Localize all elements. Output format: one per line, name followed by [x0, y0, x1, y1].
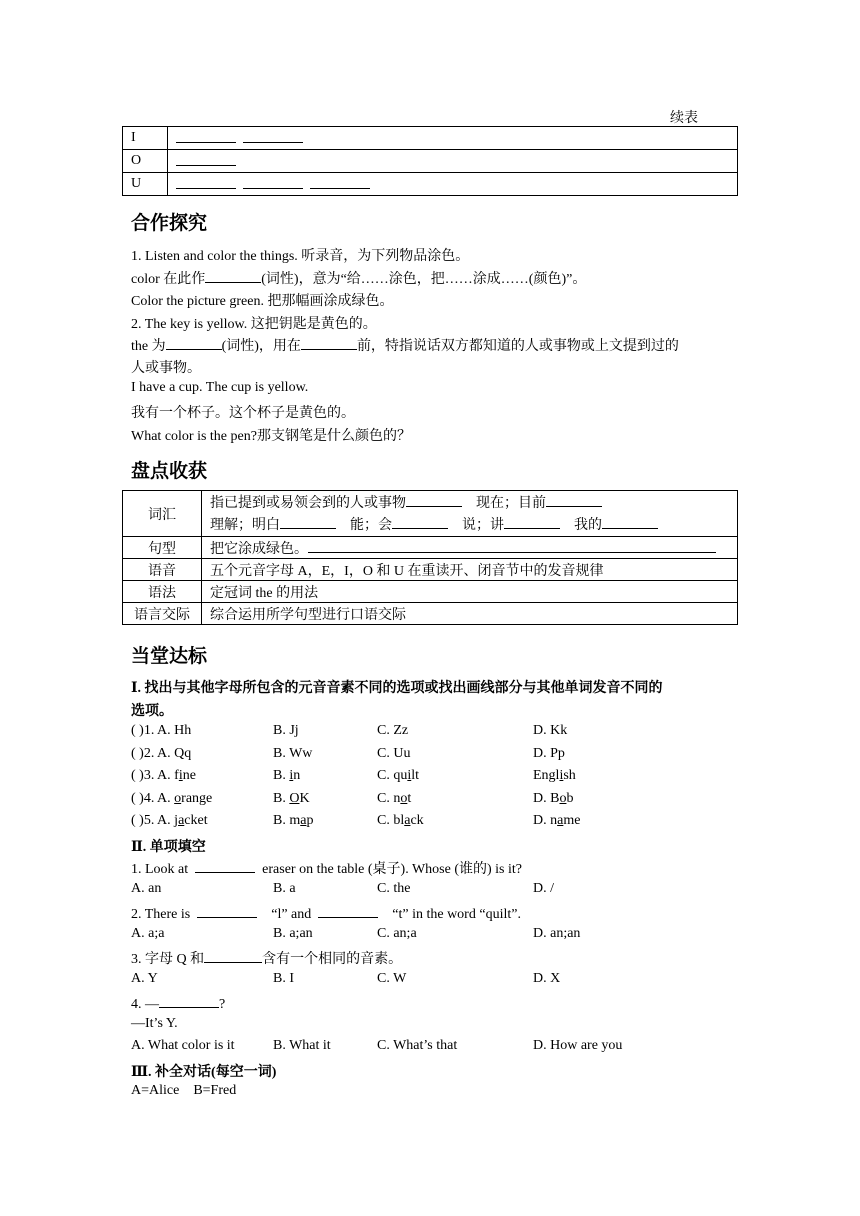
table-row — [123, 491, 738, 537]
option-b: B. a — [273, 881, 296, 896]
option-d: D. name — [533, 813, 581, 828]
paragraph: 人或事物。 — [131, 361, 201, 376]
row-label: 语言交际 — [123, 603, 202, 625]
text: 现在；目前 — [476, 495, 546, 511]
option-d: D. How are you — [533, 1038, 623, 1053]
phonetics-cell: 五个元音字母 A，E，I，O 和 U 在重读开、闭音节中的发音规律 — [202, 559, 738, 581]
row-letter: I — [123, 127, 168, 150]
row-letter: U — [123, 173, 168, 196]
question-stem: ( )2. A. Qq — [131, 746, 192, 761]
answer-blanks — [168, 173, 738, 196]
table-row — [123, 150, 738, 173]
paragraph: What color is the pen?那支钢笔是什么颜色的？ — [131, 429, 411, 444]
option-b: B. map — [273, 813, 314, 828]
option-c: C. Zz — [377, 723, 409, 738]
continued-label: 续表 — [670, 110, 698, 126]
summary-table — [122, 490, 738, 625]
option-c: C. not — [377, 791, 412, 806]
option-a: A. a;a — [131, 926, 165, 941]
option-c: C. an;a — [377, 926, 417, 941]
answer-line: —It’s Y. — [131, 1016, 178, 1031]
option-c: C. quilt — [377, 768, 420, 783]
paragraph: I have a cup. The cup is yellow. — [131, 380, 309, 395]
question-stem: 1. Look at eraser on the table (桌子). Whose (谁的) is it? — [131, 858, 522, 878]
option-d: D. an;an — [533, 926, 581, 941]
question-stem: 4. — ? — [131, 993, 225, 1013]
text: 理解；明白 — [210, 517, 280, 533]
paragraph: 1. Listen and color the things. 听录音，为下列物品涂色。 — [131, 249, 470, 264]
answer-blanks — [168, 127, 738, 150]
paragraph: Color the picture green. 把那幅画涂成绿色。 — [131, 294, 394, 309]
exercise-title: Ⅱ. 单项填空 — [131, 840, 206, 855]
text: 指已提到或易领会到的人或事物 — [210, 495, 406, 511]
option-a: A. What color is it — [131, 1038, 235, 1053]
option-c: C. the — [377, 881, 411, 896]
option-c: C. W — [377, 971, 407, 986]
text: 能；会 — [350, 517, 392, 533]
table-row — [123, 127, 738, 150]
exercise-title: Ⅲ. 补全对话(每空一词) — [131, 1065, 277, 1080]
option-b: B. in — [273, 768, 301, 783]
option-c: C. black — [377, 813, 424, 828]
sentence-cell — [202, 537, 738, 559]
vowel-table — [122, 126, 738, 196]
text: color 在此作 — [131, 272, 206, 287]
option-b: B. a;an — [273, 926, 313, 941]
table-row — [123, 581, 738, 603]
option-d: D. / — [533, 881, 554, 896]
row-label: 句型 — [123, 537, 202, 559]
option-b: B. Ww — [273, 746, 313, 761]
text: (词性)，用在 — [221, 339, 301, 354]
paragraph — [131, 268, 586, 288]
question-stem: ( )3. A. fine — [131, 768, 196, 783]
question-stem: 2. There is “l” and “t” in the word “quilt”. — [131, 903, 521, 923]
section-title-summary: 盘点收获 — [131, 460, 208, 482]
row-label: 语音 — [123, 559, 202, 581]
question-stem: 3. 字母 Q 和 含有一个相同的音素。 — [131, 948, 402, 968]
paragraph: 2. The key is yellow. 这把钥匙是黄色的。 — [131, 317, 377, 332]
exercise-title: Ⅰ. 找出与其他字母所包含的元音音素不同的选项或找出画线部分与其他单词发音不同的 — [131, 681, 663, 696]
option-d: D. Pp — [533, 746, 565, 761]
row-label: 语法 — [123, 581, 202, 603]
table-row — [123, 603, 738, 625]
text: 前，特指说话双方都知道的人或事物或上文提到过的 — [356, 339, 679, 354]
grammar-cell: 定冠词 the 的用法 — [202, 581, 738, 603]
table-row — [123, 537, 738, 559]
table-row — [123, 559, 738, 581]
option-d: D. X — [533, 971, 561, 986]
text: 说；讲 — [462, 517, 504, 533]
option-b: B. OK — [273, 791, 310, 806]
text: 我的 — [574, 517, 602, 533]
section-title-cooperate: 合作探究 — [131, 212, 208, 234]
dialogue-roles: A=Alice B=Fred — [131, 1083, 237, 1098]
section-title-practice: 当堂达标 — [131, 645, 208, 667]
text: the 为 — [131, 339, 166, 354]
option-c: C. What’s that — [377, 1038, 458, 1053]
option-b: B. I — [273, 971, 294, 986]
option-d: English — [533, 768, 576, 783]
option-d: D. Kk — [533, 723, 568, 738]
option-a: A. an — [131, 881, 162, 896]
option-c: C. Uu — [377, 746, 411, 761]
communication-cell: 综合运用所学句型进行口语交际 — [202, 603, 738, 625]
row-letter: O — [123, 150, 168, 173]
answer-blanks — [168, 150, 738, 173]
paragraph: 我有一个杯子。这个杯子是黄色的。 — [131, 406, 355, 421]
vocab-cell — [202, 491, 738, 537]
option-b: B. Jj — [273, 723, 299, 738]
option-b: B. What it — [273, 1038, 331, 1053]
option-d: D. Bob — [533, 791, 574, 806]
exercise-title: 选项。 — [131, 704, 173, 719]
paragraph — [131, 335, 679, 355]
question-stem: ( )1. A. Hh — [131, 723, 192, 738]
row-label: 词汇 — [123, 491, 202, 537]
text: (词性)，意为“给……涂色，把……涂成……(颜色)”。 — [261, 272, 587, 287]
text: 把它涂成绿色。 — [210, 541, 308, 557]
question-stem: ( )5. A. jacket — [131, 813, 208, 828]
question-stem: ( )4. A. orange — [131, 791, 213, 806]
table-row — [123, 173, 738, 196]
option-a: A. Y — [131, 971, 158, 986]
